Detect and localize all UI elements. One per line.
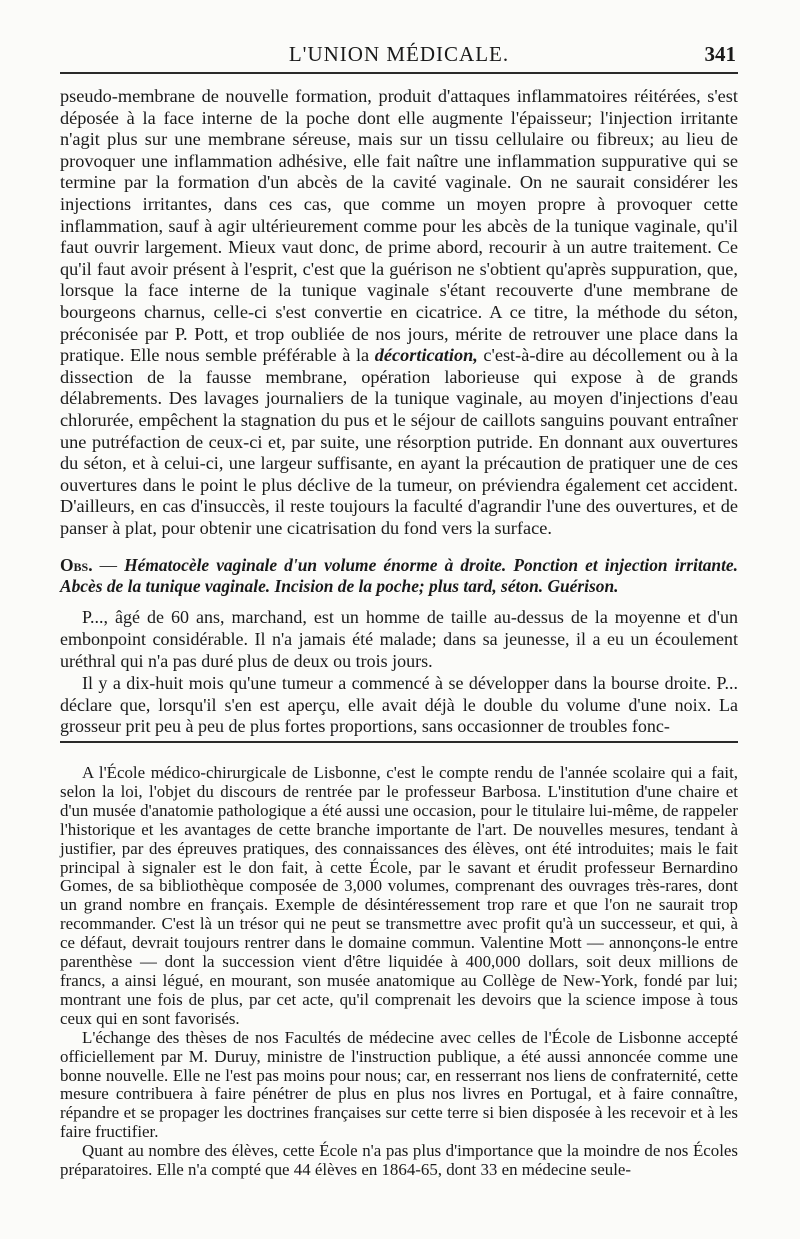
italic-term: décortication, xyxy=(374,345,478,366)
paragraph: L'échange des thèses de nos Facultés de médecine avec celles de l'École de Lisbonne accepté officiellement par M. Duruy, ministre de l'instruction publique, a été aussi annoncée comme une bonne nouvelle. Elle ne l'est pas moins pour nous; car, en resserrant nos liens de confraternité, cette mesure contribuera à faire pénétrer de plus en plus nos livres en Portugal, et à faire connaître, répandre et se propager les doctrines françaises sur cette terre si bien disposée à les recevoir et à les faire fructifier. xyxy=(60,1027,738,1142)
paragraph: Quant au nombre des élèves, cette École n'a pas plus d'importance que la moindre de nos Écoles préparatoires. Elle n'a compté que 44 élèves en 1864-65, dont 33 en médecine seule- xyxy=(60,1141,738,1180)
observation-dash: — xyxy=(92,555,125,576)
paragraph: A l'École médico-chirurgicale de Lisbonne, c'est le compte rendu de l'année scolaire qui a fait, selon la loi, l'objet du discours de rentrée par le professeur Barbosa. L'institution d'une chaire et d'un musée d'anatomie pathologique a été aussi une occasion, pour le titulaire lui-même, de rappeler l'historique et les avantages de cette branche importante de l'art. De nouvelles mesures, tendant à justifier, par des épreuves pratiques, des connaissances des élèves, ont été introduites; mais le fait principal à signaler est le don fait, à cette École, par le savant et érudit professeur Bernardino Gomes, de sa bibliothèque composée de 3,000 volumes, comprenant des ouvrages très-rares, dont un grand nombre en français. Exemple de désintéressement trop rare et que l'on ne saurait trop recommander. C'est là un trésor qui ne peut se transmettre avec profit qu'à un successeur, et qui, à ce défaut, devrait toujours rentrer dans le domaine commun. Valentine Mott — annonçons-le entre parenthèse — dont la succession vient d'être liquidée à 400,000 dollars, soit deux millions de francs, a ainsi légué, en mourant, son musée anatomique au Collège de New-York, fondé par lui; montrant une fois de plus, par cet acte, qu'il comprenait les devoirs que la science impose à tous ceux qui en sont favorisés. xyxy=(60,763,738,1028)
main-text xyxy=(60,86,738,738)
observation-body xyxy=(60,607,738,738)
observation-label: Obs. xyxy=(60,555,93,576)
observation-heading xyxy=(60,555,738,597)
paragraph: Il y a dix-huit mois qu'une tumeur a commencé à se développer dans la bourse droite. P... déclare que, lorsqu'il s'en est aperçu, elle avait déjà le double du volume d'une noix. La grosseur prit peu à peu de plus fortes proportions, sans occasionner de troubles fonc- xyxy=(60,672,738,737)
feuilleton-text xyxy=(60,764,738,1180)
paragraph-text: pseudo-membrane de nouvelle formation, produit d'attaques inflammatoires réitérées, s'est déposée à la face interne de la poche dont elle augmente l'épaisseur; l'injection irritante n'agit plus sur une membrane séreuse, mais sur un tissu cellulaire ou fibreux; au lieu de provoquer une inflammation adhésive, elle fait naître une inflammation suppurative qui se termine par la formation d'un abcès de la cavité vaginale. On ne saurait considérer les injections irritantes, dans ces cas, que comme un moyen propre à provoquer cette inflammation, sauf à agir ultérieurement comme pour les abcès de la tunique vaginale, qu'il faut ouvrir largement. Mieux vaut donc, de prime abord, recourir à un autre traitement. Ce qu'il faut avoir présent à l'esprit, c'est que la guérison ne s'obtient qu'après suppuration, que, lorsque la face interne de la tunique vaginale s'étant recouverte d'une membrane de bourgeons charnus, celle-ci s'est convertie en cicatrice. A ce titre, la méthode du séton, préconisée par P. Pott, et trop oubliée de nos jours, mérite de retrouver une place dans la pratique. Elle nous semble préférable à la xyxy=(60,86,738,366)
observation-title: Hématocèle vaginale d'un volume énorme à droite. Ponction et injection irritante. Abcès de la tunique vaginale. Incision de la poche; plus tard, séton. Guérison. xyxy=(60,555,738,597)
feuilleton-separator xyxy=(60,741,738,743)
paragraph: P..., âgé de 60 ans, marchand, est un homme de taille au-dessus de la moyenne et d'un embonpoint considérable. Il n'a jamais été malade; dans sa jeunesse, il a eu un écoulement uréthral qui n'a pas duré plus de deux ou trois jours. xyxy=(60,607,738,672)
paragraph-text: c'est-à-dire au décollement ou à la dissection de la fausse membrane, opération laborieuse qui expose à de grands délabrements. Des lavages journaliers de la tunique vaginale, au moyen d'injections d'eau chlorurée, empêchent la stagnation du pus et le séjour de caillots sanguins pouvant entraîner une putréfaction de ceux-ci et, par suite, une résorption putride. En donnant aux ouvertures du séton, et à celui-ci, une largeur suffisante, en ayant la précaution de pratiquer une de ces ouvertures dans le point le plus déclive de la tumeur, on préviendra également cet accident. D'ailleurs, en cas d'insuccès, il reste toujours la faculté d'agrandir l'une des ouvertures, et de panser à plat, pour obtenir une cicatrisation du fond vers la surface. xyxy=(60,345,738,538)
page-header xyxy=(60,38,738,74)
running-title: L'UNION MÉDICALE. xyxy=(288,42,510,66)
paragraph xyxy=(60,86,738,539)
page-number: 341 xyxy=(704,42,736,66)
